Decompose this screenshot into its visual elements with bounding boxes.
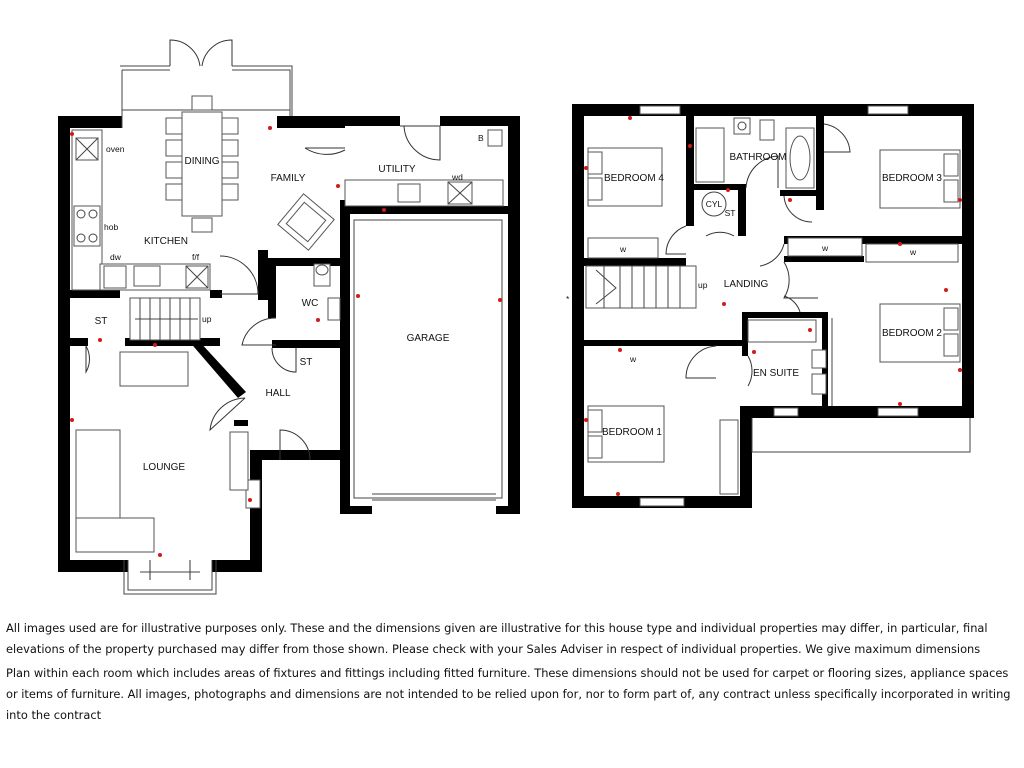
- wc-basin-icon: [328, 298, 340, 320]
- kitchen-sink-icon: [134, 266, 160, 286]
- fixture-label-oven: oven: [106, 144, 125, 154]
- bed2-door: [784, 262, 818, 298]
- gf-wall-hall-stub: [234, 420, 248, 426]
- fixture-label-wd: wd: [452, 172, 463, 182]
- fixture-label-ff: f/f: [192, 252, 200, 262]
- garage-outline: [354, 220, 502, 498]
- ground-floor-plan: [58, 40, 520, 594]
- ff-wall-north: [572, 104, 974, 116]
- gf-wall-porch: [250, 450, 346, 460]
- bath-basin-icon: [734, 118, 750, 134]
- kitchen-hall-door: [220, 256, 258, 294]
- fixture-label-w-bed4: w: [620, 244, 627, 254]
- gf-wall-south-left: [58, 560, 128, 572]
- ff-roof-outline: [752, 418, 970, 452]
- ff-wall-west: [572, 104, 584, 508]
- disclaimer: [6, 618, 1022, 726]
- room-label-bedroom3: BEDROOM 3: [881, 173, 943, 184]
- room-label-hall: HALL: [265, 388, 291, 399]
- room-label-bedroom4: BEDROOM 4: [603, 173, 665, 184]
- ff-wall-east: [962, 104, 974, 418]
- gf-wall-garage-west: [340, 200, 350, 512]
- fixture-label-boiler: B: [478, 133, 484, 143]
- room-label-landing: LANDING: [723, 279, 769, 290]
- dishwasher-icon: [104, 266, 126, 288]
- room-label-st-hall: ST: [299, 357, 313, 368]
- cyl-door: [706, 232, 734, 236]
- gf-wall-east: [508, 116, 520, 514]
- ff-window-bed1: [640, 498, 684, 506]
- gf-wall-utility-south: [340, 206, 516, 214]
- ff-wall-bed1-north: [584, 340, 746, 346]
- gf-wall-wc-west: [268, 258, 276, 318]
- disclaimer-line-1: All images used are for illustrative purposes only. These and the dimensions given are illustrative for this house type and individual properties may differ, in particular, final elevations of the property purchased may differ from those shown. Please check with your Sales Adviser in respect of individual properties. We give maximum dimensions: [6, 621, 988, 656]
- room-label-wc: WC: [301, 298, 319, 309]
- room-label-dining: DINING: [184, 156, 220, 167]
- lounge-sofa-small: [120, 352, 188, 386]
- room-label-bedroom2: BEDROOM 2: [881, 328, 943, 339]
- bed4-door: [666, 226, 686, 254]
- gf-wall-utility-north-r: [440, 116, 520, 126]
- ff-window-bed4: [640, 106, 680, 114]
- gf-bay-doors: [150, 560, 190, 580]
- room-label-bedroom1: BEDROOM 1: [601, 427, 663, 438]
- gf-wall-st-south: [70, 338, 88, 346]
- boiler-icon: [488, 130, 502, 146]
- st-hall-door: [272, 348, 296, 372]
- fixture-label-hob: hob: [104, 222, 119, 232]
- gf-wall-hall-north: [258, 250, 268, 300]
- ff-wall-bed1-east: [740, 406, 752, 508]
- room-label-ff-st: ST: [724, 208, 736, 218]
- bed1-wardrobe: [720, 420, 738, 494]
- first-floor-plan: [566, 104, 974, 508]
- landing-door: [760, 244, 784, 266]
- gf-wall-east-lounge: [250, 450, 262, 570]
- gf-bay-south: [124, 560, 216, 594]
- gf-wall-north-family: [277, 116, 345, 128]
- ff-window-bed3: [868, 106, 908, 114]
- room-label-garage: GARAGE: [406, 333, 450, 344]
- room-label-cyl: CYL: [705, 199, 723, 209]
- wc-door: [242, 318, 276, 345]
- gf-wall-west: [58, 116, 70, 570]
- fixture-label-ff-up: up: [698, 280, 708, 290]
- bed1-door: [686, 346, 716, 378]
- disclaimer-line-2: Plan within each room which includes areas of fixtures and fittings including fitted furniture. These dimensions should not be used for carpet or flooring sizes, appliance spaces or items of furniture. All images, photographs and dimensions are not intended to be relied upon for, nor to form part of, any contract unless specifically incorporated in writing into the contract: [6, 666, 1011, 722]
- family-utility-door: [305, 148, 345, 154]
- room-label-family: FAMILY: [270, 173, 306, 184]
- ff-window-bed2: [878, 408, 918, 416]
- ff-window-ensuite: [774, 408, 798, 416]
- fixture-label-dw: dw: [110, 252, 121, 262]
- gf-wall-wc-south: [272, 340, 340, 348]
- ff-wall-bath-south-l: [694, 184, 744, 190]
- ff-wall-ensuite-north: [742, 312, 828, 318]
- ff-wall-landing-right: [784, 256, 864, 262]
- lounge-fireplace: [230, 432, 248, 490]
- gf-wall-north-left: [58, 116, 122, 128]
- fixture-label-w-bed3: w: [822, 243, 829, 253]
- gf-french-doors: [170, 40, 232, 66]
- ff-wall-bath-south-r: [780, 190, 820, 196]
- room-label-st-left: ST: [94, 316, 108, 327]
- ensuite-door: [748, 356, 752, 386]
- bath-toilet-icon: [760, 120, 774, 140]
- room-label-lounge: LOUNGE: [142, 462, 186, 473]
- family-armchair: [278, 194, 334, 250]
- ensuite-shower: [748, 320, 816, 342]
- gf-wall-kitchen-south: [70, 290, 120, 298]
- fixture-label-gf-up: up: [202, 314, 212, 324]
- room-label-kitchen: KITCHEN: [144, 236, 188, 247]
- ensuite-basin-icon: [812, 350, 826, 368]
- ff-wall-cyl: [738, 184, 746, 236]
- utility-worktop: [345, 180, 503, 206]
- ff-marker-star: *: [566, 294, 570, 304]
- utility-door: [400, 126, 440, 160]
- utility-sink-icon: [398, 184, 420, 202]
- bath-shower: [696, 128, 724, 182]
- fixture-label-w-bed1: w: [630, 354, 637, 364]
- st-door: [86, 346, 89, 372]
- lounge-sofa-l-foot: [76, 518, 154, 552]
- ff-wall-bath-east: [816, 116, 824, 210]
- ensuite-toilet-icon: [812, 374, 826, 394]
- gf-wall-hall-diagonal: [188, 340, 246, 398]
- bed3-door: [824, 124, 850, 152]
- ff-wall-bed4-east: [686, 116, 694, 226]
- ff-wall-ensuite-west: [742, 312, 748, 356]
- gf-wall-utility-north-l: [345, 116, 400, 126]
- ff-wall-bed4-south: [584, 258, 686, 266]
- room-label-utility: UTILITY: [378, 164, 416, 175]
- room-label-bathroom: BATHROOM: [729, 152, 787, 163]
- gf-wall-garage-south-l: [340, 506, 372, 514]
- fixture-label-w-bed2: w: [910, 247, 917, 257]
- room-label-en-suite: EN SUITE: [752, 368, 800, 379]
